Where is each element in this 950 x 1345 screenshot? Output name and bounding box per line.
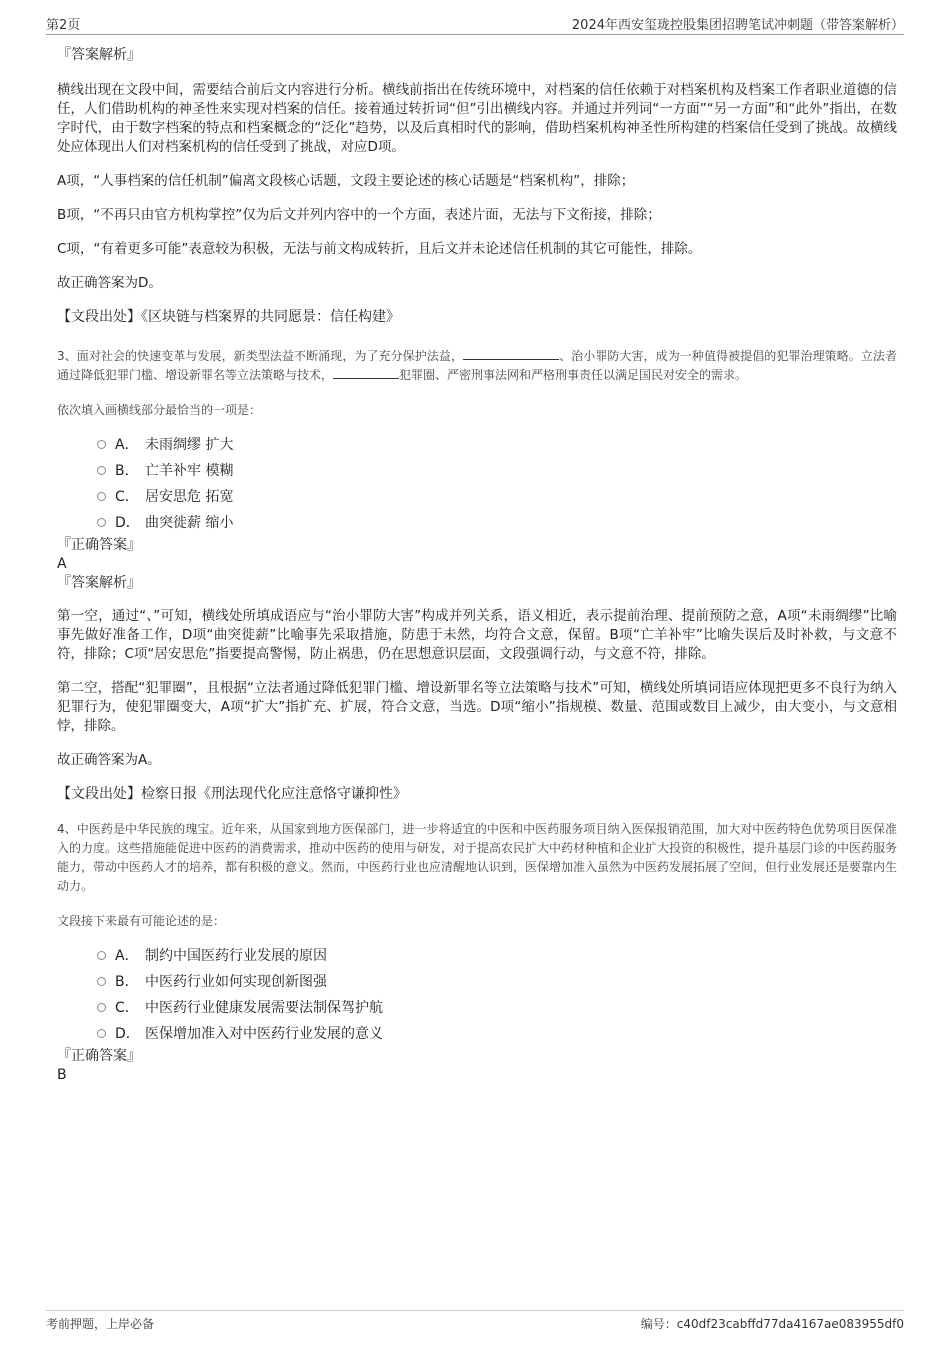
page-number: 第2页 xyxy=(46,18,81,33)
analysis-paragraph-2: 第二空，搭配“犯罪圈”，且根据“立法者通过降低犯罪门槛、增设新罪名等立法策略与技术”可知，横线处所填词语应体现把更多不良行为纳入犯罪行为，使犯罪圈变大，A项“扩大”指扩充、扩展，符合文意，当选。D项“缩小”指规模、数量、范围或数目上减少，由大变小，与文意相悖，排除。 xyxy=(57,680,897,734)
footer-slogan: 考前押题，上岸必备 xyxy=(46,1317,155,1331)
option-d[interactable]: D． 医保增加准入对中医药行业发展的意义 xyxy=(57,1021,897,1047)
question-4-text: 4、中医药是中华民族的瑰宝。近年来，从国家到地方医保部门，进一步将适宜的中医和中医药服务项目纳入医保报销范围，加大对中医药特色优势项目医保准入的力度。这些措施能促进中医药的消费需求，推动中医药的使用与研发，对于提高农民扩大中药材种植和企业扩大投资的积极性，提升基层门诊的中医药服务能力，带动中医药人才的培养，都有积极的意义。然而，中医药行业也应清醒地认识到，医保增加准入虽然为中医药发展拓展了空间，但行业发展还是要靠内生动力。 xyxy=(57,822,898,893)
radio-icon[interactable] xyxy=(97,1029,106,1038)
passage-source: 【文段出处】《区块链与档案界的共同愿景：信任构建》 xyxy=(57,309,400,325)
radio-icon[interactable] xyxy=(97,1003,106,1012)
document-title: 2024年西安玺珑控股集团招聘笔试冲刺题（带答案解析） xyxy=(571,18,904,33)
correct-answer: B xyxy=(57,1067,67,1083)
analysis-label: 『答案解析』 xyxy=(57,47,141,63)
question-3-options xyxy=(57,432,897,536)
analysis-conclusion: 故正确答案为A。 xyxy=(57,752,161,768)
page-footer xyxy=(46,1310,904,1331)
radio-icon[interactable] xyxy=(97,440,106,449)
main-content xyxy=(57,46,897,1085)
option-b[interactable]: B． 中医药行业如何实现创新图强 xyxy=(57,969,897,995)
question-3-prompt: 依次填入画横线部分最恰当的一项是： xyxy=(57,403,262,417)
analysis-option-b: B项，“不再只由官方机构掌控”仅为后文并列内容中的一个方面，表述片面，无法与下文衔接，排除； xyxy=(57,207,661,223)
blank-2 xyxy=(333,366,399,379)
blank-1 xyxy=(463,347,559,360)
radio-icon[interactable] xyxy=(97,518,106,527)
radio-icon[interactable] xyxy=(97,466,106,475)
passage-source: 【文段出处】检察日报《刑法现代化应注意恪守谦抑性》 xyxy=(57,786,407,802)
option-d[interactable]: D． 曲突徙薪 缩小 xyxy=(57,510,897,536)
analysis-option-c: C项，“有着更多可能”表意较为积极，无法与前文构成转折，且后文并未论述信任机制的其它可能性，排除。 xyxy=(57,241,702,257)
correct-answer-label: 『正确答案』 xyxy=(57,1048,141,1064)
option-b[interactable]: B． 亡羊补牢 模糊 xyxy=(57,458,897,484)
page-header xyxy=(46,14,904,35)
analysis-conclusion: 故正确答案为D。 xyxy=(57,275,162,291)
analysis-paragraph: 横线出现在文段中间，需要结合前后文内容进行分析。横线前指出在传统环境中，对档案的信任依赖于对档案机构及档案工作者职业道德的信任，人们借助机构的神圣性来实现对档案的信任。接着通过转折词“但”引出横线内容。并通过并列词“一方面”“另一方面”和“此外”指出，在数字时代，由于数字档案的特点和档案概念的“泛化”趋势，以及后真相时代的影响，借助档案机构神圣性所构建的档案信任受到了挑战。故横线处应体现出人们对档案机构的信任受到了挑战，对应D项。 xyxy=(57,82,897,155)
question-3-text: 3、面对社会的快速变革与发展，新类型法益不断涌现，为了充分保护法益， 、治小罪防大害，成为一种值得被提倡的犯罪治理策略。立法者通过降低犯罪门槛、增设新罪名等立法策略与技术， 犯罪圈、严密刑事法网和严格刑事责任以满足国民对安全的需求。 xyxy=(57,349,897,382)
document-id: 编号：c40df23cabffd77da4167ae083955df0 xyxy=(640,1317,904,1331)
radio-icon[interactable] xyxy=(97,951,106,960)
option-c[interactable]: C． 居安思危 拓宽 xyxy=(57,484,897,510)
correct-answer: A xyxy=(57,556,67,572)
analysis-label: 『答案解析』 xyxy=(57,575,141,591)
option-a[interactable]: A． 未雨绸缪 扩大 xyxy=(57,432,897,458)
correct-answer-label: 『正确答案』 xyxy=(57,537,141,553)
question-4-prompt: 文段接下来最有可能论述的是： xyxy=(57,914,226,928)
question-4-options xyxy=(57,943,897,1047)
analysis-paragraph-1: 第一空，通过“、”可知，横线处所填成语应与“治小罪防大害”构成并列关系，语义相近，表示提前治理、提前预防之意，A项“未雨绸缪”比喻事先做好准备工作，D项“曲突徙薪”比喻事先采取措施，防患于未然，均符合文意，保留。B项“亡羊补牢”比喻失误后及时补救，与文意不符，排除；C项“居安思危”指要提高警惕，防止祸患，仍在思想意识层面，文段强调行动，与文意不符，排除。 xyxy=(57,608,897,662)
analysis-option-a: A项，“人事档案的信任机制”偏离文段核心话题，文段主要论述的核心话题是“档案机构”，排除； xyxy=(57,173,635,189)
option-a[interactable]: A． 制约中国医药行业发展的原因 xyxy=(57,943,897,969)
radio-icon[interactable] xyxy=(97,977,106,986)
option-c[interactable]: C． 中医药行业健康发展需要法制保驾护航 xyxy=(57,995,897,1021)
radio-icon[interactable] xyxy=(97,492,106,501)
